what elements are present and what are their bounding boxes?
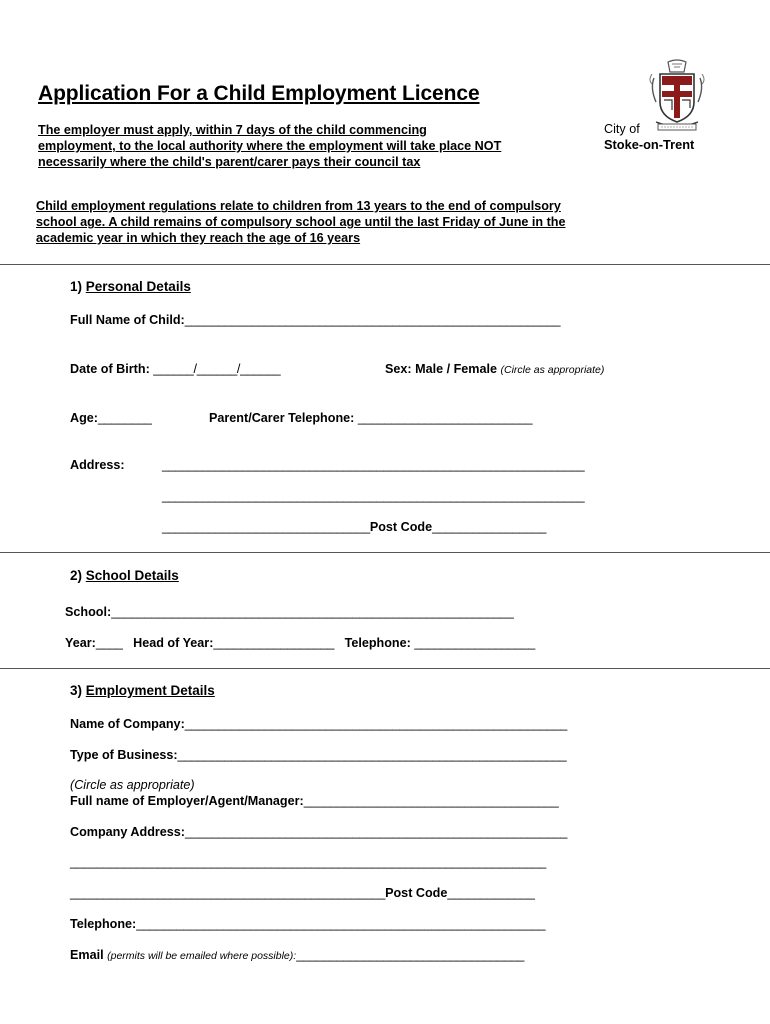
company-address-label: Company Address: [70, 825, 185, 839]
year-label: Year: [65, 636, 96, 650]
postcode-label: Post Code [369, 520, 433, 534]
age-label: Age: [70, 411, 98, 425]
section-title: Employment Details [85, 683, 215, 698]
form-title: Application For a Child Employment Licence [38, 82, 480, 105]
company-postcode-label: Post Code [385, 886, 448, 900]
sex-label[interactable]: Sex: Male / Female [385, 362, 501, 376]
company-name-line[interactable]: _________________________________________________________ [184, 717, 567, 731]
school-telephone-line[interactable]: __________________ [414, 636, 536, 650]
council-logo-text [604, 122, 694, 152]
parent-phone-field[interactable] [209, 411, 532, 425]
circle-note: (Circle as appropriate) [70, 778, 195, 792]
logo-line-city: City of [604, 122, 640, 136]
year-line[interactable]: ____ [95, 636, 123, 650]
email-label: Email [70, 948, 108, 962]
employer-name-line[interactable]: ______________________________________ [303, 794, 559, 808]
age-field[interactable] [70, 411, 152, 425]
section-divider [0, 264, 770, 265]
section-heading-personal [70, 279, 191, 294]
business-type-field[interactable] [70, 748, 566, 762]
section-heading-employment [70, 683, 215, 698]
parent-phone-line[interactable]: __________________________ [357, 411, 533, 425]
parent-phone-label: Parent/Carer Telephone: [209, 411, 358, 425]
regulation-line: Child employment regulations relate to children from 13 years to the end of compulsory [36, 199, 561, 213]
school-field[interactable] [65, 605, 513, 619]
company-name-field[interactable] [70, 717, 567, 731]
instruction-line: necessarily where the child's parent/carer pays their council tax [38, 155, 421, 169]
address-line-2[interactable]: _______________________________________________________________ [162, 489, 585, 503]
company-address-line-2[interactable]: _______________________________________________________________________ [70, 855, 546, 869]
age-line[interactable]: ________ [98, 411, 152, 425]
address-postcode-row[interactable] [162, 520, 546, 534]
company-address-line-3[interactable]: _______________________________________________ [70, 886, 386, 900]
company-telephone-field[interactable] [70, 917, 545, 931]
child-name-label: Full Name of Child: [70, 313, 185, 327]
school-telephone-label: Telephone: [344, 636, 415, 650]
business-type-label: Type of Business: [70, 748, 178, 762]
head-of-year-label: Head of Year: [133, 636, 214, 650]
address-line-3[interactable]: _______________________________ [162, 520, 370, 534]
section-number: 1) [70, 279, 83, 294]
company-address-field[interactable] [70, 825, 567, 839]
school-label: School: [65, 605, 112, 619]
company-telephone-label: Telephone: [70, 917, 137, 931]
instruction-line: employment, to the local authority where the employment will take place NOT [38, 139, 502, 153]
section-heading-school [70, 568, 179, 583]
company-telephone-line[interactable]: _____________________________________________________________ [136, 917, 546, 931]
section-title: Personal Details [85, 279, 191, 294]
head-of-year-line[interactable]: __________________ [213, 636, 335, 650]
section-number: 3) [70, 683, 83, 698]
company-postcode-line[interactable]: _____________ [447, 886, 535, 900]
section-number: 2) [70, 568, 83, 583]
dob-line[interactable]: ______/______/______ [153, 362, 281, 376]
company-address-line-1[interactable]: _________________________________________________________ [185, 825, 568, 839]
school-year-row[interactable] [65, 636, 535, 650]
business-type-line[interactable]: __________________________________________________________ [177, 748, 567, 762]
section-divider [0, 668, 770, 669]
regulations-note [36, 198, 566, 246]
email-field[interactable] [70, 948, 524, 962]
employer-name-label: Full name of Employer/Agent/Manager: [70, 794, 304, 808]
child-name-field[interactable] [70, 313, 560, 327]
address-line-1[interactable]: _______________________________________________________________ [162, 458, 585, 472]
dob-label: Date of Birth: [70, 362, 154, 376]
logo-line-name: Stoke-on-Trent [604, 137, 695, 152]
email-note: (permits will be emailed where possible): [107, 950, 297, 962]
email-line[interactable]: __________________________________ [296, 948, 525, 962]
regulation-line: academic year in which they reach the age of 16 years [36, 231, 361, 245]
section-title: School Details [85, 568, 179, 583]
sex-note: (Circle as appropriate) [500, 364, 605, 376]
regulation-line: school age. A child remains of compulsory school age until the last Friday of June in the [36, 215, 566, 229]
sex-field[interactable] [385, 362, 604, 376]
address-label: Address: [70, 458, 125, 472]
child-name-line[interactable]: ________________________________________________________ [184, 313, 561, 327]
school-line[interactable]: ____________________________________________________________ [111, 605, 514, 619]
employer-instructions [38, 122, 598, 170]
instruction-line: The employer must apply, within 7 days of the child commencing [38, 123, 427, 137]
postcode-line[interactable]: _________________ [432, 520, 547, 534]
company-postcode-row[interactable] [70, 886, 535, 900]
employer-name-field[interactable] [70, 794, 558, 808]
dob-field[interactable] [70, 362, 280, 376]
section-divider [0, 552, 770, 553]
company-name-label: Name of Company: [70, 717, 185, 731]
